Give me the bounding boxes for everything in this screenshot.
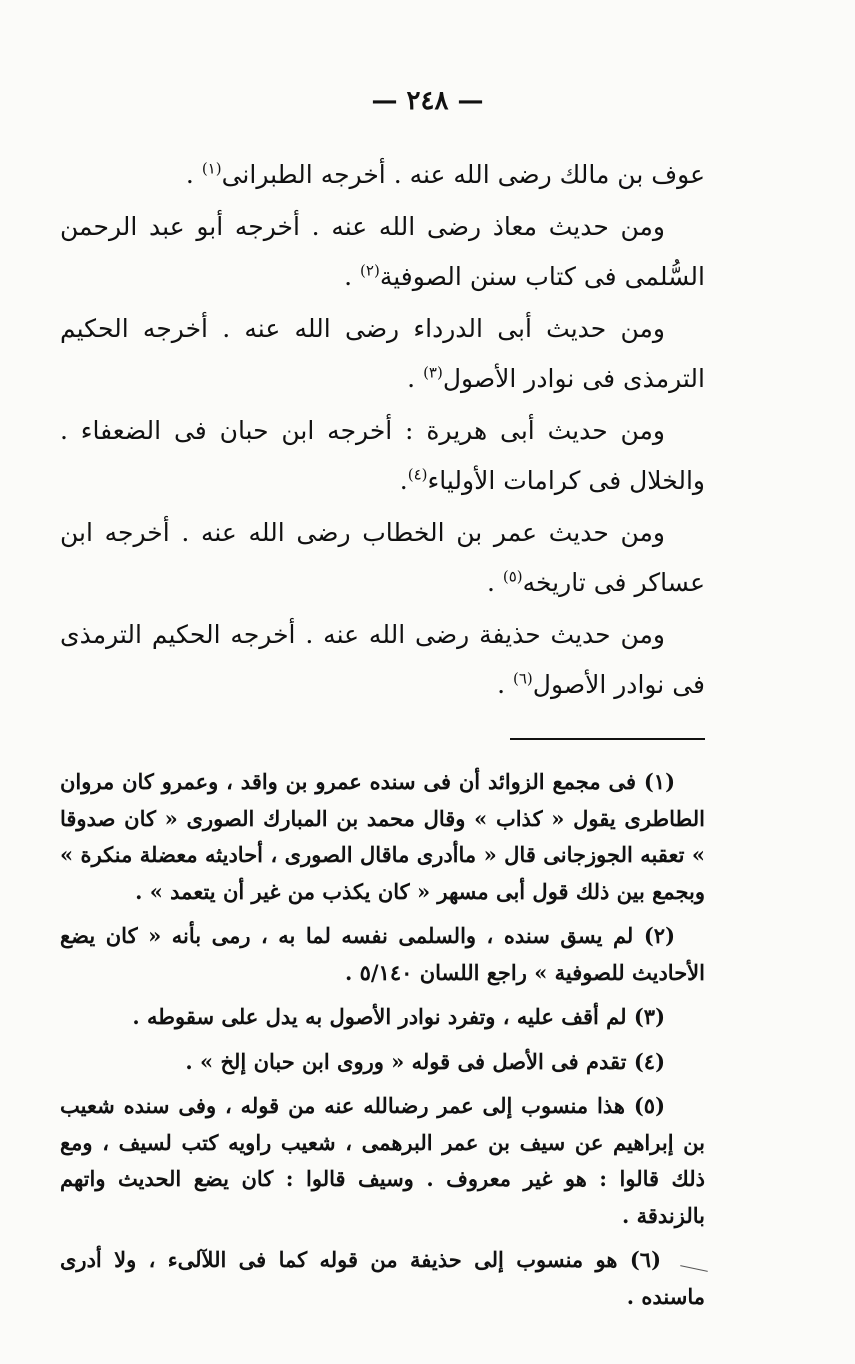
- footnote-number: (٥): [633, 1093, 665, 1118]
- paragraph-tail: .: [185, 160, 202, 189]
- paragraph-abu-hurayra: [60, 406, 705, 506]
- footnote-ref: (٣): [423, 363, 443, 382]
- footnote-number: (٦): [629, 1247, 661, 1272]
- paragraph-text: ومن حديث معاذ رضى الله عنه . أخرجه أبو عبد الرحمن السُّلمى فى كتاب سنن الصوفية: [60, 212, 705, 291]
- footnote-4: [60, 1044, 705, 1081]
- paragraph-tail: .: [407, 364, 424, 393]
- footnote-ref: (١): [201, 159, 222, 178]
- footnote-6: [60, 1242, 705, 1315]
- footnote-number: (١): [643, 769, 675, 794]
- footnote-number: (٤): [633, 1048, 665, 1074]
- footnote-3: [60, 999, 705, 1036]
- paragraph-text: عوف بن مالك رضى الله عنه . أخرجه الطبرانى: [221, 160, 705, 189]
- footnote-text: فى مجمع الزوائد أن فى سنده عمرو بن واقد ، وعمرو كان مروان الطاطرى يقول « كذاب » وقال محمد بن المبارك الصورى « كان صدوقا » تعقبه الجوزجانى قال « ماأدرى ماقال الصورى ، أحاديثه معضلة منكرة » وبجمع بين ذلك قول أبى مسهر « كان يكذب من غير أن يتعمد » .: [60, 769, 705, 904]
- footnotes: [60, 764, 705, 1323]
- paragraph-tail: .: [486, 568, 503, 597]
- footnote-text: لم أقف عليه ، وتفرد نوادر الأصول به يدل على سقوطه .: [132, 1004, 627, 1029]
- footnote-1: [60, 764, 705, 910]
- footnote-2: [60, 918, 705, 991]
- footnote-text: لم يسق سنده ، والسلمى نفسه لما به ، رمى بأنه « كان يضع الأحاديث للصوفية » راجع اللسان ٥/١٤٠ .: [60, 923, 705, 985]
- footnote-text: هو منسوب إلى حذيفة من قوله كما فى اللآلىء ، ولا أدرى ماسنده .: [60, 1247, 705, 1309]
- page-number: — ٢٤٨ —: [371, 86, 484, 116]
- paragraph-muadh: [60, 202, 705, 302]
- footnote-text: هذا منسوب إلى عمر رضىالله عنه من قوله ، وفى سنده شعيب بن إبراهيم عن سيف بن عمر البرهمى ، شعيب راويه كتب لسيف ، ومع ذلك قالوا : هو غير معروف . وسيف قالوا : كان يضع الحديث واتهم بالزندقة .: [60, 1093, 705, 1228]
- paragraph-text: ومن حديث أبى الدرداء رضى الله عنه . أخرجه الحكيم الترمذى فى نوادر الأصول: [60, 314, 705, 393]
- footnote-divider: [510, 738, 705, 740]
- paragraph-text: ومن حديث أبى هريرة : أخرجه ابن حبان فى الضعفاء . والخلال فى كرامات الأولياء: [60, 416, 705, 495]
- paragraph-umar: [60, 508, 705, 608]
- paragraph-text: ومن حديث حذيفة رضى الله عنه . أخرجه الحكيم الترمذى فى نوادر الأصول: [60, 620, 705, 699]
- paragraph-tail: .: [344, 262, 361, 291]
- paragraph-abu-darda: [60, 304, 705, 404]
- footnote-ref: (٥): [502, 567, 523, 586]
- main-text: [60, 150, 705, 712]
- footnote-text: تقدم فى الأصل فى قوله « وروى ابن حبان إلخ » .: [185, 1048, 627, 1074]
- paragraph-tail: .: [497, 670, 513, 699]
- footnote-ref: (٢): [360, 261, 380, 280]
- paragraph-tail: .: [399, 466, 408, 495]
- footnote-ref: (٤): [407, 465, 428, 484]
- footnote-ref: (٦): [513, 669, 533, 688]
- paragraph-hudhayfa: [60, 610, 705, 710]
- paragraph-awf: [60, 150, 705, 200]
- footnote-number: (٢): [643, 923, 676, 948]
- footnote-5: [60, 1088, 705, 1234]
- footnote-number: (٣): [633, 1004, 665, 1029]
- paragraph-text: ومن حديث عمر بن الخطاب رضى الله عنه . أخرجه ابن عساكر فى تاريخه: [60, 518, 705, 597]
